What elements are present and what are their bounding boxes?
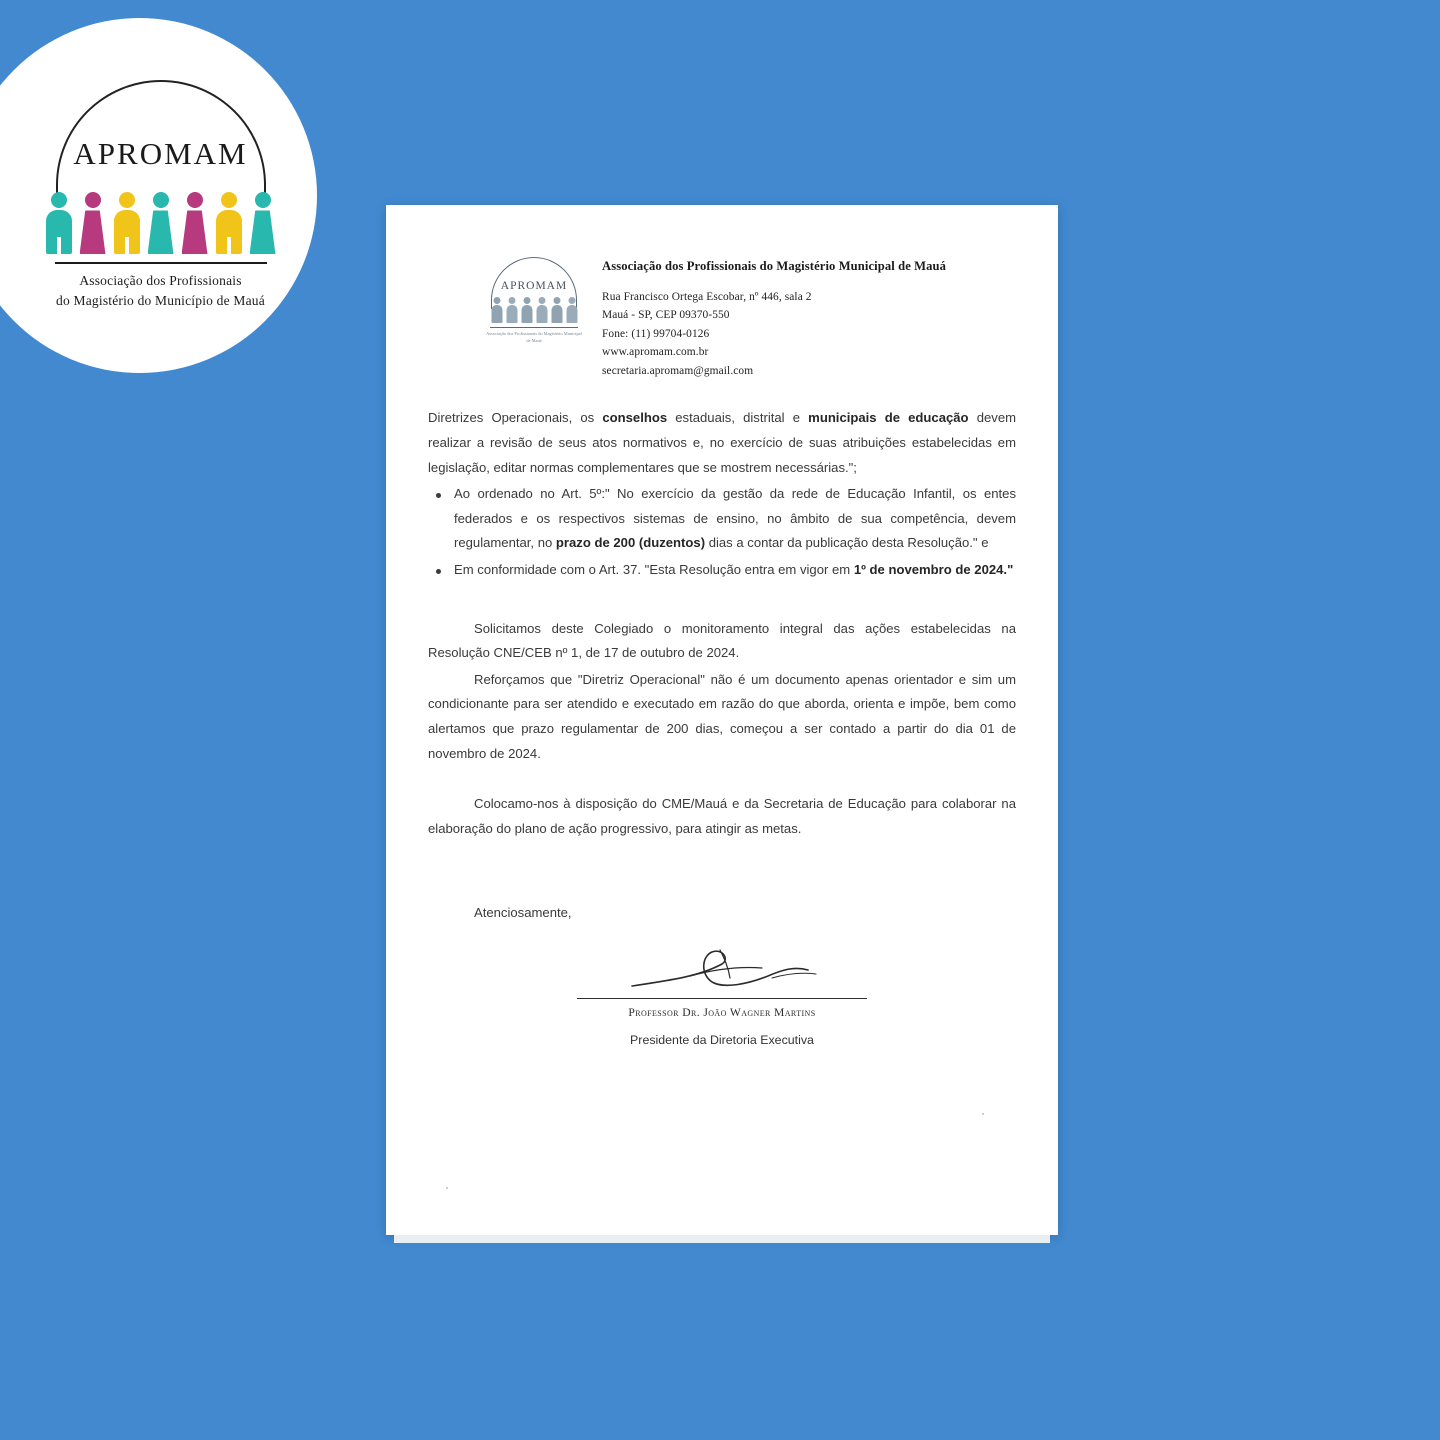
document-content xyxy=(386,205,1058,1235)
signature-scribble xyxy=(488,936,956,998)
paragraph-group-2 xyxy=(428,792,1016,841)
intro-text-3: devem realizar a revisão de seus atos normativos e, no exercício de suas atribuições estabelecidas em legislação, editar normas complementares que se mostrem necessárias."; xyxy=(428,410,1017,475)
letterhead-logo-caption: Associação dos Profissionais do Magistério Municipal de Mauá xyxy=(486,331,582,343)
organization-title: Associação dos Profissionais do Magistério Municipal de Mauá xyxy=(602,259,947,273)
bullet-item-1 xyxy=(428,482,1016,556)
letterhead xyxy=(486,253,1016,380)
logo-caption-line-1: Associação dos Profissionais xyxy=(79,273,242,289)
logo-person-4 xyxy=(146,192,176,254)
logo-wordmark: APROMAM xyxy=(73,136,248,172)
letterhead-person-3 xyxy=(520,297,533,323)
paragraph-1: Solicitamos deste Colegiado o monitoramento integral das ações estabelecidas na Resolução CNE/CEB nº 1, de 17 de outubro de 2024. xyxy=(428,620,1016,661)
logo-people-group xyxy=(36,182,286,254)
intro-text-2: estaduais, distrital e xyxy=(667,410,809,426)
bullet-list xyxy=(428,482,1016,582)
apromam-logo-badge xyxy=(0,18,317,373)
paragraph-2: Reforçamos que "Diretriz Operacional" não é um documento apenas orientador e sim um condicionante para ser atendido e executado em razão do que aborda, orienta e impõe, bem como alertamos que prazo regulamentar de 200 dias, começou a ser contado a partir do dia 01 de novembro de 2024. xyxy=(428,671,1016,761)
letterhead-person-1 xyxy=(490,297,503,323)
paper-speck-1 xyxy=(446,1187,448,1189)
paragraph-group-1 xyxy=(428,617,1016,767)
logo-person-6 xyxy=(214,192,244,254)
city-line: Mauá - SP, CEP 09370-550 xyxy=(602,309,730,322)
intro-paragraph xyxy=(428,406,1016,480)
letterhead-arc-shape xyxy=(491,257,577,283)
logo-person-3 xyxy=(112,192,142,254)
logo-caption-line-2: do Magistério do Município de Mauá xyxy=(56,293,265,308)
bullet-2-bold: 1º de novembro de 2024." xyxy=(853,562,1014,577)
bullet-1-bold: prazo de 200 (duzentos) xyxy=(555,535,706,551)
signature-ink-icon xyxy=(572,936,872,998)
closing-line: Atenciosamente, xyxy=(474,905,572,921)
signature-rule xyxy=(577,998,867,999)
phone-line: Fone: (11) 99704-0126 xyxy=(602,327,710,340)
intro-bold-1: conselhos xyxy=(602,410,668,426)
bullet-1-text-before: Ao ordenado no Art. 5º:" No exercício da gestão da rede de Educação Infantil, os entes federados e os respectivos sistemas de ensino, no âmbito de sua competência, devem regulamentar, no xyxy=(454,486,1016,551)
logo-person-1 xyxy=(44,192,74,254)
signatory-name: Professor Dr. João Wagner Martins xyxy=(628,1006,816,1020)
letterhead-logo-divider xyxy=(490,327,578,328)
bullet-1-text-after: dias a contar da publicação desta Resolução." e xyxy=(705,535,989,551)
logo-content xyxy=(36,80,286,310)
letterhead-person-6 xyxy=(565,297,578,323)
address-line: Rua Francisco Ortega Escobar, nº 446, sala 2 xyxy=(602,291,812,303)
document-body xyxy=(428,406,1016,1052)
website-line: www.apromam.com.br xyxy=(602,346,709,359)
letterhead-text-block xyxy=(602,253,946,380)
signature-area xyxy=(428,936,1016,1052)
logo-arc-shape xyxy=(56,80,266,140)
logo-person-2 xyxy=(78,192,108,254)
document-sheet xyxy=(386,205,1058,1235)
letterhead-person-2 xyxy=(505,297,518,323)
letterhead-logo-wordmark: APROMAM xyxy=(500,280,568,292)
signatory-role: Presidente da Diretoria Executiva xyxy=(630,1032,814,1047)
letterhead-person-5 xyxy=(550,297,563,323)
letterhead-person-4 xyxy=(535,297,548,323)
paper-speck-2 xyxy=(982,1113,984,1115)
bullet-item-2 xyxy=(428,558,1016,583)
email-line: secretaria.apromam@gmail.com xyxy=(602,364,754,377)
paragraph-3: Colocamo-nos à disposição do CME/Mauá e da Secretaria de Educação para colaborar na elaboração do plano de ação progressivo, para atingir as metas. xyxy=(428,796,1016,836)
logo-person-7 xyxy=(248,192,278,254)
intro-bold-2: municipais de educação xyxy=(808,410,969,426)
logo-person-5 xyxy=(180,192,210,254)
letterhead-logo xyxy=(486,253,582,344)
intro-text-1: Diretrizes Operacionais, os xyxy=(428,410,603,426)
logo-divider xyxy=(55,262,267,264)
bullet-2-text-before: Em conformidade com o Art. 37. "Esta Resolução entra em vigor em xyxy=(454,562,854,577)
